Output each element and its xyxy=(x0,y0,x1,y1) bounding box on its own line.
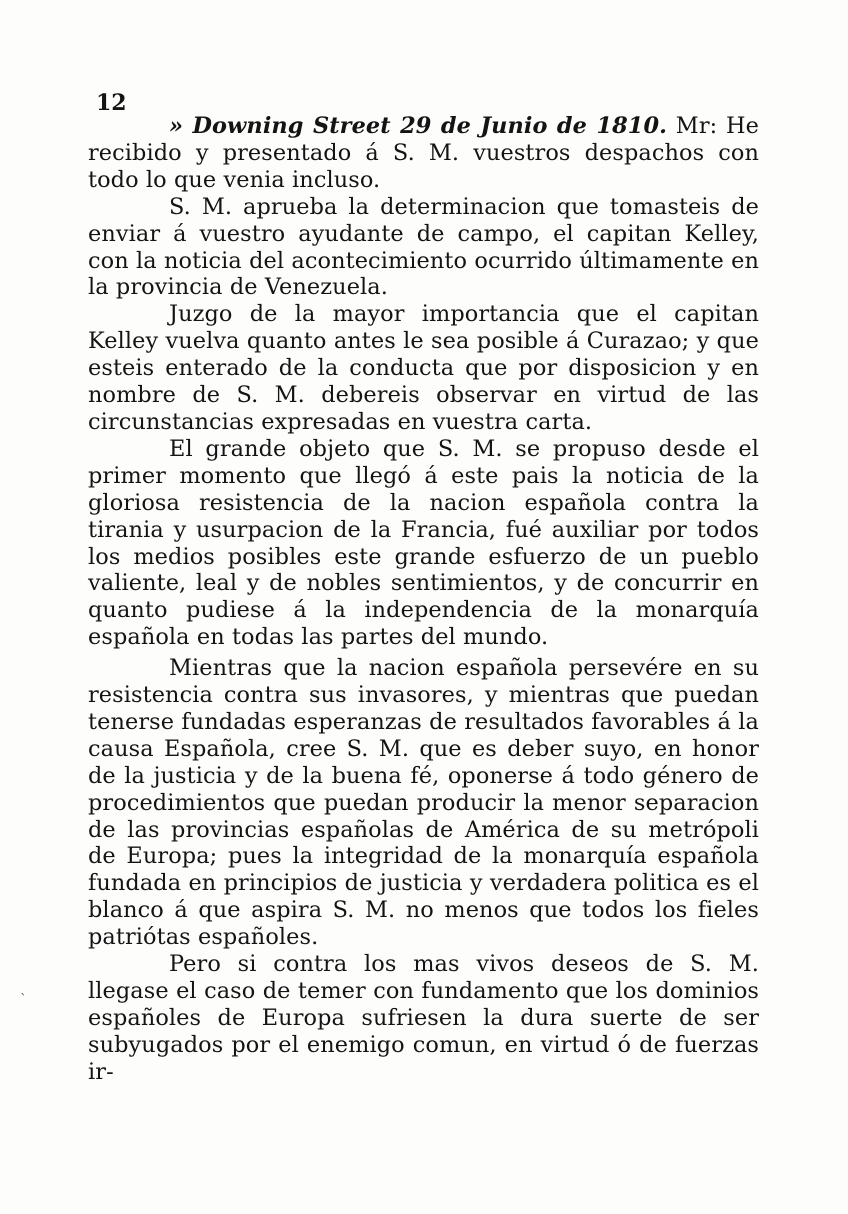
paragraph-resistance: Mientras que la nacion española persevére en su resistencia contra sus invasores, y mientras que puedan tenerse fundadas esperanzas de resultados favorables á la causa Española, cree S. M. que es deber suyo, en honor de la justicia y de la buena fé, oponerse á todo género de procedimientos que puedan producir la menor separacion de las provincias españolas de América de su metrópoli de Europa; pues la integridad de la monarquía española fundada en principios de justicia y verdadera politica es el blanco á que aspira S. M. no menos que todos los fieles patriótas españoles. xyxy=(88,655,759,951)
paragraph-kelley-return: Juzgo de la mayor importancia que el capitan Kelley vuelva quanto antes le sea posible á Curazao; y que esteis enterado de la conducta que por disposicion y en nombre de S. M. debereis observar en virtud de las circunstancias expresadas en vuestra carta. xyxy=(88,301,759,435)
letter-salutation: Mr: He recibido y presentado á S. M. vuestros despachos con todo lo que venia incluso. xyxy=(88,113,759,193)
paragraph-contingency: Pero si contra los mas vivos deseos de S. M. llegase el caso de temer con fundamento que los dominios españoles de Europa sufriesen la dura suerte de ser subyugados por el enemigo comun, en virtud ó de fuerzas ir- xyxy=(88,951,759,1085)
letter-opening-paragraph xyxy=(88,113,759,194)
margin-mark: ` xyxy=(20,992,27,1008)
page-number: 12 xyxy=(96,90,127,116)
paragraph-great-object: El grande objeto que S. M. se propuso desde el primer momento que llegó á este pais la noticia de la gloriosa resistencia de la nacion española contra la tirania y usurpacion de la Francia, fué auxiliar por todos los medios posibles este grande esfuerzo de un pueblo valiente, leal y de nobles sentimientos, y de concurrir en quanto pudiese á la independencia de la monarquía española en todas las partes del mundo. xyxy=(88,435,759,651)
paragraph-approval: S. M. aprueba la determinacion que tomasteis de enviar á vuestro ayudante de campo, el capitan Kelley, con la noticia del acontecimiento ocurrido últimamente en la provincia de Venezuela. xyxy=(88,193,759,301)
letter-heading: » Downing Street 29 de Junio de 1810. xyxy=(169,113,668,139)
letter-body xyxy=(88,113,759,1086)
